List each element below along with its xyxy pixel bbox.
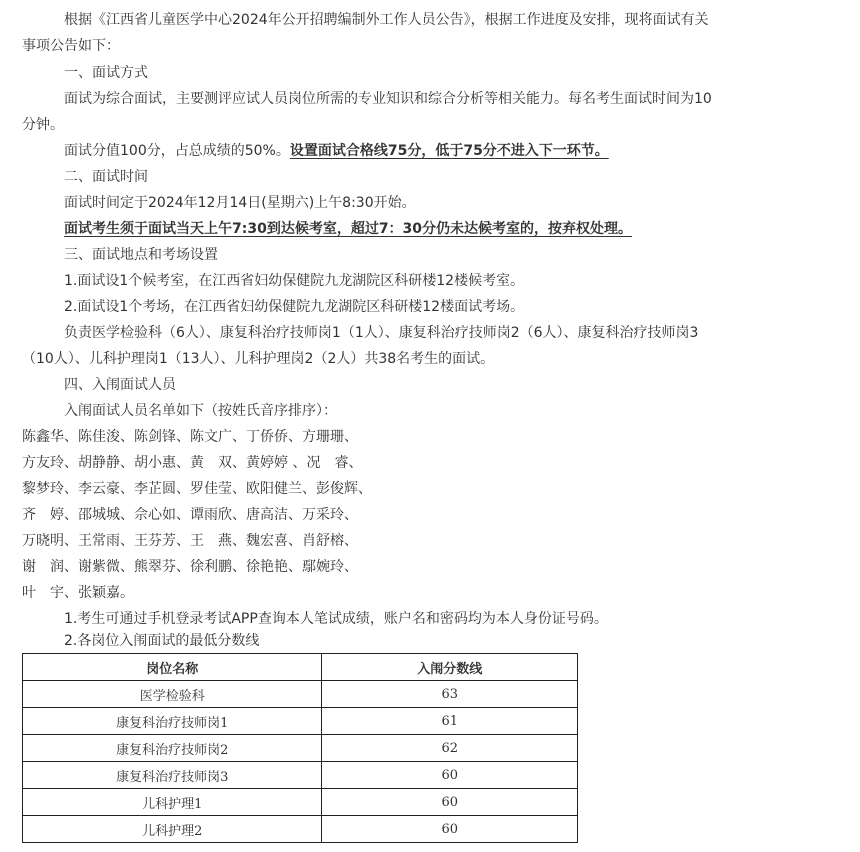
header-score: 入闱分数线 [322,654,578,681]
position-cell: 儿科护理1 [23,789,322,816]
position-cell: 康复科治疗技师岗1 [23,708,322,735]
candidate-list-intro: 入闱面试人员名单如下（按姓氏音序排序）： [64,403,337,419]
score-cell: 63 [322,681,578,708]
table-row [23,735,578,762]
candidate-names-line: 方友玲、胡静静、胡小惠、黄 双、黄婷婷 、况 睿、 [22,455,363,471]
score-paragraph [64,140,609,162]
position-cell: 儿科护理2 [23,816,322,843]
intro-line-1: 根据《江西省儿童医学中心2024年公开招聘编制外工作人员公告》，根据工作进度及安排，现将面试有关 [64,12,709,28]
method-paragraph-line-1: 面试为综合面试，主要测评应试人员岗位所需的专业知识和综合分析等相关能力。每名考生面试时间为10 [64,91,712,107]
arrival-time-emphasis: 面试考生须于面试当天上午7:30到达候考室，超过7：30分仍未达候考室的，按弃权处理。 [64,221,633,237]
waiting-room-paragraph: 1.面试设1个候考室，在江西省妇幼保健院九龙湖院区科研楼12楼候考室。 [64,273,525,289]
score-paragraph-text: 面试分值100分，占总成绩的50%。 [64,143,290,159]
score-query-note: 1.考生可通过手机登录考试APP查询本人笔试成绩，账户名和密码均为本人身份证号码。 [64,611,608,627]
table-row [23,762,578,789]
position-cell: 康复科治疗技师岗2 [23,735,322,762]
table-row [23,708,578,735]
candidate-names-line: 陈鑫华、陈佳浚、陈剑锋、陈文广、丁侨侨、方珊珊、 [22,429,358,445]
section-heading-location: 三、面试地点和考场设置 [64,247,218,263]
section-heading-method: 一、面试方式 [64,65,148,81]
table-row [23,816,578,843]
positions-paragraph-line-1: 负责医学检验科（6人）、康复科治疗技师岗1（1人）、康复科治疗技师岗2（6人）、康复科治疗技师岗3 [64,325,699,341]
candidate-names-line: 叶 宇、张颖嘉。 [22,585,134,601]
method-paragraph-line-2: 分钟。 [22,117,64,133]
intro-line-2: 事项公告如下： [22,38,120,54]
score-cell: 62 [322,735,578,762]
positions-paragraph-line-2: （10人）、儿科护理岗1（13人）、儿科护理岗2（2人）共38名考生的面试。 [22,351,495,367]
score-cell: 60 [322,762,578,789]
pass-line-emphasis: 设置面试合格线75分，低于75分不进入下一环节。 [289,143,609,159]
section-heading-candidates: 四、入闱面试人员 [64,377,176,393]
candidate-names-line: 齐 婷、邵城城、佘心如、谭雨欣、唐高洁、万采玲、 [22,507,358,523]
candidate-names-line: 谢 润、谢紫微、熊翠芬、徐利鹏、徐艳艳、鄢婉玲、 [22,559,358,575]
candidate-names-line: 万晓明、王常雨、王芬芳、王 燕、魏宏喜、肖舒榕、 [22,533,358,549]
candidate-names-line: 黎梦玲、李云豪、李芷圆、罗佳莹、欧阳健兰、彭俊辉、 [22,481,372,497]
exam-room-paragraph: 2.面试设1个考场，在江西省妇幼保健院九龙湖院区科研楼12楼面试考场。 [64,299,525,315]
min-score-note: 2.各岗位入闱面试的最低分数线 [64,633,260,649]
table-header-row [23,654,578,681]
section-heading-time: 二、面试时间 [64,169,148,185]
table-row [23,789,578,816]
header-position: 岗位名称 [23,654,322,681]
score-cell: 60 [322,789,578,816]
score-cell: 60 [322,816,578,843]
score-cell: 61 [322,708,578,735]
table-row [23,681,578,708]
position-cell: 康复科治疗技师岗3 [23,762,322,789]
time-paragraph: 面试时间定于2024年12月14日(星期六)上午8:30开始。 [64,195,416,211]
position-cell: 医学检验科 [23,681,322,708]
min-score-table [22,653,578,843]
